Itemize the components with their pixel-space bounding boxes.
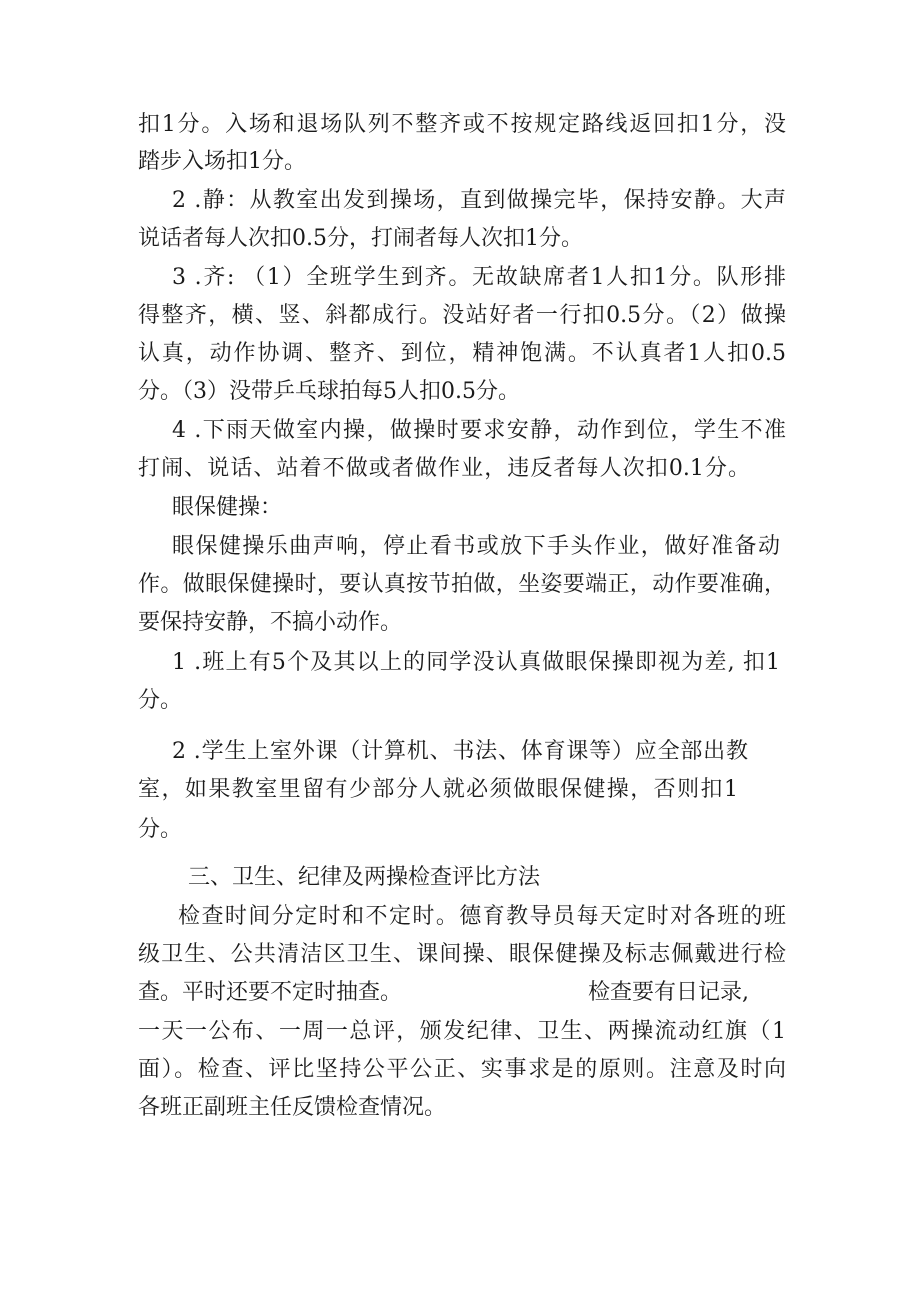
paragraph-line: 4 .下雨天做室内操，做操时要求安静，动作到位，学生不准 [172, 418, 786, 443]
paragraph-line: 室，如果教室里留有少部分人就必须做眼保健操，否则扣1 [138, 777, 738, 802]
paragraph-line: 眼保健操乐曲声响，停止看书或放下手头作业，做好准备动 [172, 534, 780, 559]
paragraph-line: 得整齐，横、竖、斜都成行。没站好者一行扣0.5分。（2）做操 [138, 303, 786, 328]
paragraph-line: 认真，动作协调、整齐、到位，精神饱满。不认真者1人扣0.5 [138, 341, 786, 366]
paragraph-line: 检查要有日记录, [588, 980, 749, 1005]
paragraph-line: 作。做眼保健操时，要认真按节拍做，坐姿要端正，动作要准确， [138, 572, 786, 597]
paragraph-line: 打闹、说话、站着不做或者做作业，违反者每人次扣0.1分。 [138, 456, 750, 481]
paragraph-line: 各班正副班主任反馈检查情况。 [138, 1095, 447, 1120]
paragraph-line: 一天一公布、一周一总评，颁发纪律、卫生、两操流动红旗（1 [138, 1019, 786, 1044]
section-heading: 三、卫生、纪律及两操检查评比方法 [188, 865, 541, 890]
paragraph-line: 1 .班上有5个及其以上的同学没认真做眼保操即视为差, 扣1 [172, 650, 780, 675]
paragraph-line: 级卫生、公共清洁区卫生、课间操、眼保健操及标志佩戴进行检 [138, 942, 786, 967]
paragraph-line: 分。 [138, 688, 183, 713]
paragraph-line: 3 .齐: （1）全班学生到齐。无故缺席者1人扣1分。队形排 [172, 265, 786, 290]
paragraph-line: 2 .学生上室外课（计算机、书法、体育课等）应全部出教 [172, 739, 748, 764]
paragraph-line: 扣1分。入场和退场队列不整齐或不按规定路线返回扣1分，没 [138, 112, 786, 137]
section-heading: 眼保健操： [172, 495, 283, 520]
paragraph-line: 检查时间分定时和不定时。德育教导员每天定时对各班的班 [178, 904, 786, 929]
paragraph-line: 2 .静：从教室出发到操场，直到做操完毕，保持安静。大声 [172, 188, 786, 213]
paragraph-line: 说话者每人次扣0.5分，打闹者每人次扣1分。 [138, 226, 583, 251]
paragraph-line: 面）。检查、评比坚持公平公正、实事求是的原则。注意及时向 [138, 1057, 786, 1082]
paragraph-line: 分。 [138, 817, 183, 842]
paragraph-line: 要保持安静，不搞小动作。 [138, 610, 403, 635]
paragraph-line: 查。平时还要不定时抽查。 [138, 980, 403, 1005]
paragraph-line: 分。（3）没带乒乓球拍每5人扣0.5分。 [138, 379, 520, 404]
paragraph-line: 踏步入场扣1分。 [138, 149, 306, 174]
